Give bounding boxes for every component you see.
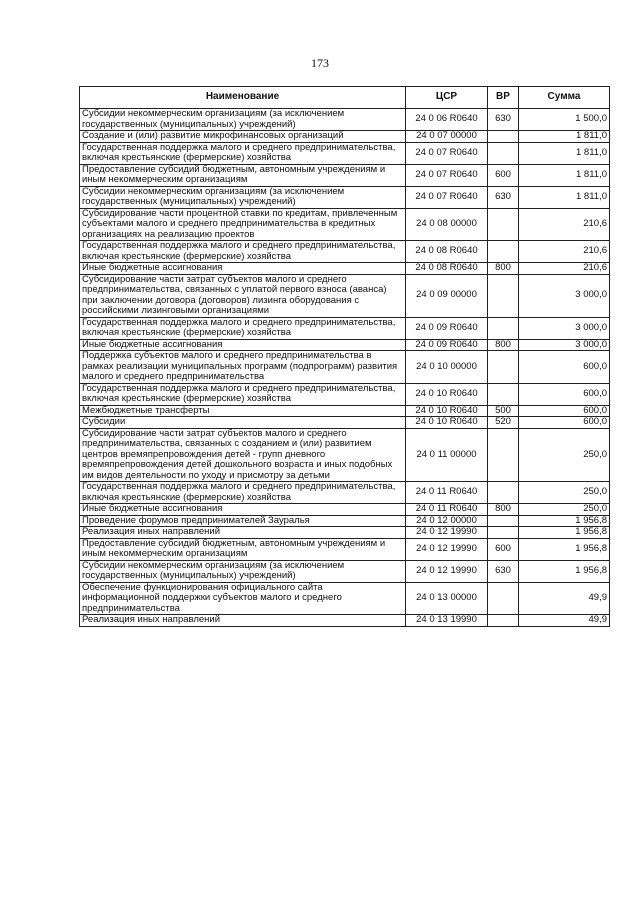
sum-cell: 49,9 bbox=[519, 615, 610, 627]
name-cell: Реализация иных направлений bbox=[80, 615, 406, 627]
sum-cell: 600,0 bbox=[519, 351, 610, 384]
table-row bbox=[80, 274, 610, 317]
name-cell: Иные бюджетные ассигнования bbox=[80, 504, 406, 516]
csr-cell: 24 0 12 19990 bbox=[406, 527, 488, 539]
table-row bbox=[80, 383, 610, 405]
table-row bbox=[80, 109, 610, 131]
sum-cell: 250,0 bbox=[519, 504, 610, 516]
table-row bbox=[80, 263, 610, 275]
csr-cell: 24 0 09 R0640 bbox=[406, 317, 488, 339]
sum-cell: 1 956,8 bbox=[519, 538, 610, 560]
sum-cell: 600,0 bbox=[519, 383, 610, 405]
name-cell: Государственная поддержка малого и среднего предпринимательства, включая крестьянские (фермерские) хозяйства bbox=[80, 383, 406, 405]
table-row bbox=[80, 538, 610, 560]
table-row bbox=[80, 351, 610, 384]
csr-cell: 24 0 12 19990 bbox=[406, 560, 488, 582]
vr-cell: 600 bbox=[488, 538, 519, 560]
vr-cell: 630 bbox=[488, 560, 519, 582]
sum-cell: 600,0 bbox=[519, 417, 610, 429]
vr-cell: 800 bbox=[488, 263, 519, 275]
vr-cell: 800 bbox=[488, 339, 519, 351]
sum-cell: 600,0 bbox=[519, 405, 610, 417]
csr-cell: 24 0 10 00000 bbox=[406, 351, 488, 384]
vr-cell bbox=[488, 317, 519, 339]
table-row bbox=[80, 142, 610, 164]
csr-cell: 24 0 10 R0640 bbox=[406, 383, 488, 405]
vr-cell bbox=[488, 131, 519, 143]
csr-cell: 24 0 08 00000 bbox=[406, 208, 488, 241]
name-cell: Субсидирование части затрат субъектов малого и среднего предпринимательства, связанных с уплатой первого взноса (аванса) при заключении договора (договоров) лизинга оборудования с российскими лизинговыми организациями bbox=[80, 274, 406, 317]
name-cell: Государственная поддержка малого и среднего предпринимательства, включая крестьянские (фермерские) хозяйства bbox=[80, 482, 406, 504]
table-row bbox=[80, 405, 610, 417]
name-cell: Предоставление субсидий бюджетным, автономным учреждениям и иным некоммерческим организациям bbox=[80, 164, 406, 186]
sum-cell: 3 000,0 bbox=[519, 274, 610, 317]
table-row bbox=[80, 186, 610, 208]
csr-cell: 24 0 07 R0640 bbox=[406, 142, 488, 164]
csr-cell: 24 0 06 R0640 bbox=[406, 109, 488, 131]
sum-cell: 210,6 bbox=[519, 241, 610, 263]
vr-cell: 600 bbox=[488, 164, 519, 186]
table-header-row bbox=[80, 87, 610, 109]
table-row bbox=[80, 164, 610, 186]
sum-cell: 1 500,0 bbox=[519, 109, 610, 131]
table-row bbox=[80, 615, 610, 627]
name-cell: Субсидии некоммерческим организациям (за исключением государственных (муниципальных) учреждений) bbox=[80, 109, 406, 131]
name-cell: Государственная поддержка малого и среднего предпринимательства, включая крестьянские (фермерские) хозяйства bbox=[80, 142, 406, 164]
table-row bbox=[80, 482, 610, 504]
csr-cell: 24 0 10 R0640 bbox=[406, 417, 488, 429]
name-cell: Межбюджетные трансферты bbox=[80, 405, 406, 417]
name-cell: Государственная поддержка малого и среднего предпринимательства, включая крестьянские (фермерские) хозяйства bbox=[80, 317, 406, 339]
csr-cell: 24 0 13 00000 bbox=[406, 582, 488, 615]
sum-cell: 210,6 bbox=[519, 208, 610, 241]
vr-cell bbox=[488, 351, 519, 384]
table-row bbox=[80, 428, 610, 482]
sum-cell: 3 000,0 bbox=[519, 339, 610, 351]
csr-cell: 24 0 12 00000 bbox=[406, 515, 488, 527]
vr-cell bbox=[488, 428, 519, 482]
name-cell: Предоставление субсидий бюджетным, автономным учреждениям и иным некоммерческим организациям bbox=[80, 538, 406, 560]
csr-cell: 24 0 12 19990 bbox=[406, 538, 488, 560]
table-row bbox=[80, 208, 610, 241]
sum-cell: 1 956,8 bbox=[519, 560, 610, 582]
csr-cell: 24 0 09 00000 bbox=[406, 274, 488, 317]
vr-cell bbox=[488, 142, 519, 164]
sum-cell: 250,0 bbox=[519, 482, 610, 504]
name-cell: Субсидии bbox=[80, 417, 406, 429]
vr-cell bbox=[488, 482, 519, 504]
vr-cell bbox=[488, 582, 519, 615]
table-row bbox=[80, 582, 610, 615]
vr-cell bbox=[488, 208, 519, 241]
table-row bbox=[80, 417, 610, 429]
header-csr: ЦСР bbox=[406, 87, 488, 109]
table-row bbox=[80, 527, 610, 539]
vr-cell: 520 bbox=[488, 417, 519, 429]
name-cell: Субсидирование части процентной ставки по кредитам, привлеченным субъектами малого и среднего предпринимательства в кредитных организациях на реализацию проектов bbox=[80, 208, 406, 241]
csr-cell: 24 0 07 00000 bbox=[406, 131, 488, 143]
csr-cell: 24 0 07 R0640 bbox=[406, 186, 488, 208]
header-name: Наименование bbox=[80, 87, 406, 109]
table-row bbox=[80, 241, 610, 263]
vr-cell: 800 bbox=[488, 504, 519, 516]
name-cell: Поддержка субъектов малого и среднего предпринимательства в рамках реализации муниципальных программ (подпрограмм) развития малого и среднего предпринимательства bbox=[80, 351, 406, 384]
table-row bbox=[80, 131, 610, 143]
csr-cell: 24 0 07 R0640 bbox=[406, 164, 488, 186]
vr-cell bbox=[488, 515, 519, 527]
csr-cell: 24 0 10 R0640 bbox=[406, 405, 488, 417]
name-cell: Субсидии некоммерческим организациям (за исключением государственных (муниципальных) учреждений) bbox=[80, 560, 406, 582]
csr-cell: 24 0 11 R0640 bbox=[406, 482, 488, 504]
csr-cell: 24 0 08 R0640 bbox=[406, 241, 488, 263]
sum-cell: 1 811,0 bbox=[519, 164, 610, 186]
vr-cell bbox=[488, 615, 519, 627]
name-cell: Реализация иных направлений bbox=[80, 527, 406, 539]
name-cell: Иные бюджетные ассигнования bbox=[80, 339, 406, 351]
vr-cell: 630 bbox=[488, 109, 519, 131]
sum-cell: 210,6 bbox=[519, 263, 610, 275]
vr-cell bbox=[488, 527, 519, 539]
table-row bbox=[80, 560, 610, 582]
sum-cell: 250,0 bbox=[519, 428, 610, 482]
page-number: 173 bbox=[311, 56, 329, 70]
sum-cell: 1 956,8 bbox=[519, 527, 610, 539]
table-row bbox=[80, 339, 610, 351]
name-cell: Субсидирование части затрат субъектов малого и среднего предпринимательства, связанных с созданием и (или) развитием центров времяпрепровождения детей - групп дневного времяпрепровождения детей дошкольного возраста и иных подобных им видов деятельности по уходу и присмотру за детьми bbox=[80, 428, 406, 482]
name-cell: Государственная поддержка малого и среднего предпринимательства, включая крестьянские (фермерские) хозяйства bbox=[80, 241, 406, 263]
csr-cell: 24 0 11 00000 bbox=[406, 428, 488, 482]
sum-cell: 1 811,0 bbox=[519, 186, 610, 208]
table-row bbox=[80, 504, 610, 516]
csr-cell: 24 0 08 R0640 bbox=[406, 263, 488, 275]
name-cell: Субсидии некоммерческим организациям (за исключением государственных (муниципальных) учреждений) bbox=[80, 186, 406, 208]
name-cell: Иные бюджетные ассигнования bbox=[80, 263, 406, 275]
csr-cell: 24 0 13 19990 bbox=[406, 615, 488, 627]
table-row bbox=[80, 515, 610, 527]
vr-cell: 630 bbox=[488, 186, 519, 208]
header-vr: ВР bbox=[488, 87, 519, 109]
sum-cell: 3 000,0 bbox=[519, 317, 610, 339]
sum-cell: 1 811,0 bbox=[519, 131, 610, 143]
csr-cell: 24 0 09 R0640 bbox=[406, 339, 488, 351]
table-row bbox=[80, 317, 610, 339]
header-sum: Сумма bbox=[519, 87, 610, 109]
vr-cell bbox=[488, 383, 519, 405]
sum-cell: 1 811,0 bbox=[519, 142, 610, 164]
vr-cell: 500 bbox=[488, 405, 519, 417]
name-cell: Проведение форумов предпринимателей Зауралья bbox=[80, 515, 406, 527]
name-cell: Создание и (или) развитие микрофинансовых организаций bbox=[80, 131, 406, 143]
budget-table bbox=[79, 86, 610, 627]
csr-cell: 24 0 11 R0640 bbox=[406, 504, 488, 516]
name-cell: Обеспечение функционирования официального сайта информационной поддержки субъектов малого и среднего предпринимательства bbox=[80, 582, 406, 615]
sum-cell: 1 956,8 bbox=[519, 515, 610, 527]
vr-cell bbox=[488, 241, 519, 263]
vr-cell bbox=[488, 274, 519, 317]
sum-cell: 49,9 bbox=[519, 582, 610, 615]
